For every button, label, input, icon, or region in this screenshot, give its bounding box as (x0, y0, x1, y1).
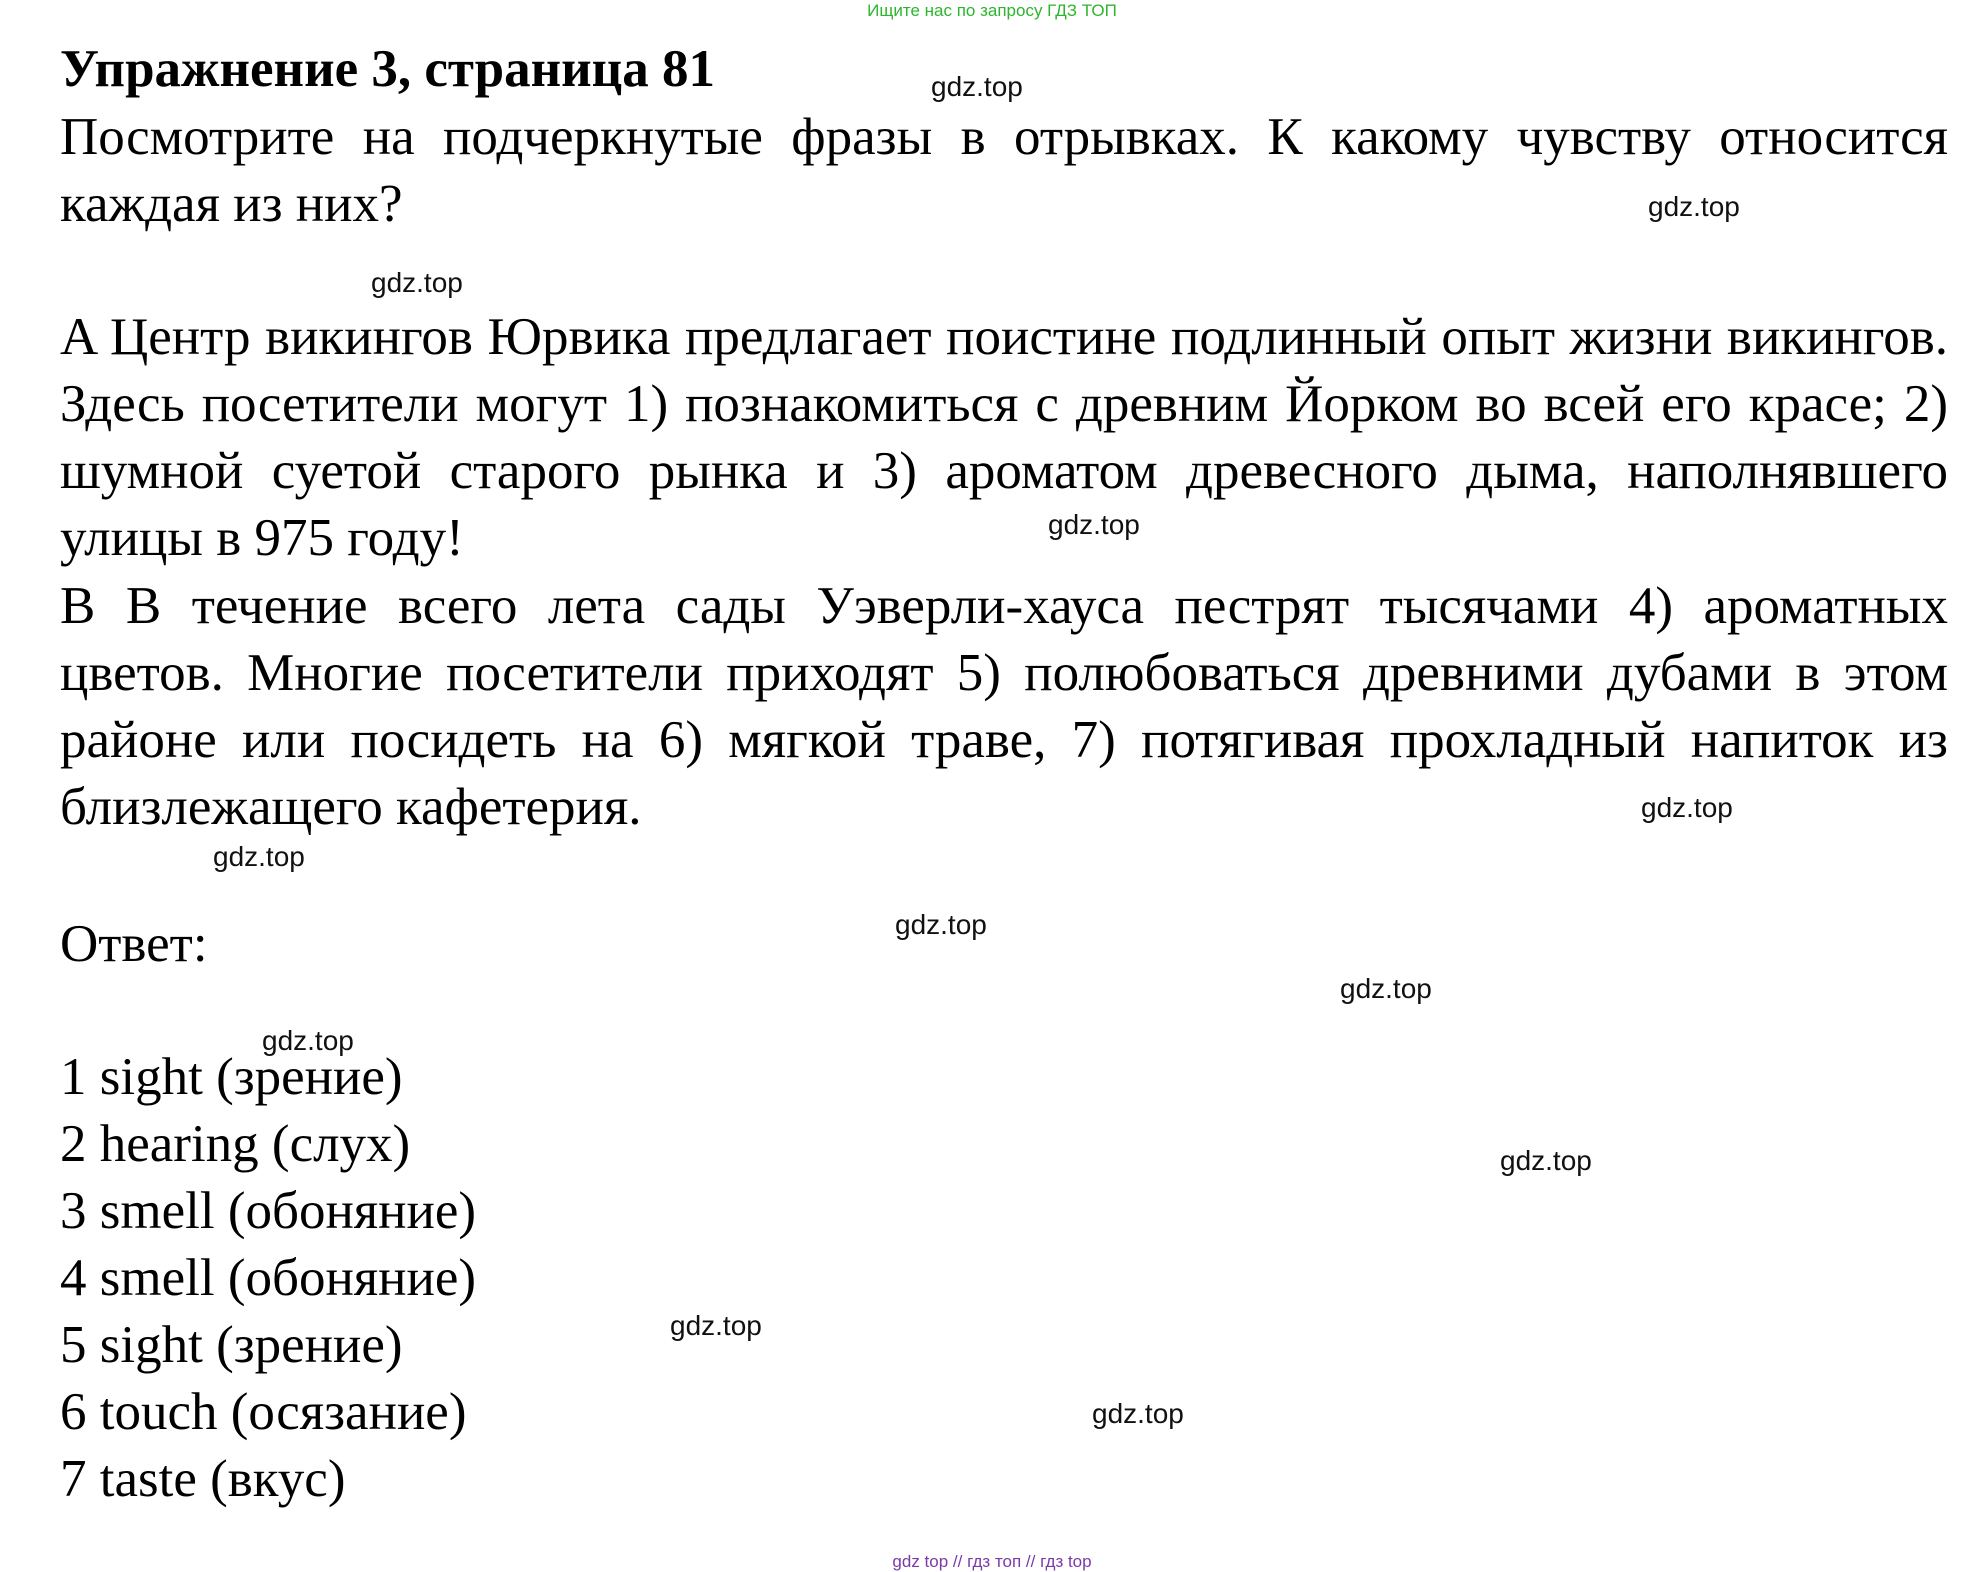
watermark: gdz.top (1648, 191, 1740, 222)
answer-label: Ответ: (60, 915, 208, 973)
answer-item: 5 sight (зрение) (60, 1316, 403, 1374)
passage-b: B В течение всего лета сады Уэверли-хауса пестрят тысячами 4) ароматных цветов. Многие посетители приходят 5) полюбоваться древними дубами в этом районе или посидеть на 6) мягкой траве, 7) потягивая прохладный напиток из близлежащего кафетерия. (60, 577, 1948, 836)
bottom-banner[interactable]: gdz top // гдз топ // гдз top (892, 1552, 1092, 1571)
answer-item: 7 taste (вкус) (60, 1450, 346, 1508)
answer-item: 1 sight (зрение) (60, 1048, 403, 1106)
watermark: gdz.top (670, 1310, 762, 1341)
watermark: gdz.top (1048, 509, 1140, 540)
watermark: gdz.top (1340, 973, 1432, 1004)
watermark: gdz.top (262, 1025, 354, 1056)
watermark: gdz.top (1500, 1145, 1592, 1176)
top-banner[interactable]: Ищите нас по запросу ГДЗ ТОП (867, 1, 1117, 20)
passage-a: A Центр викингов Юрвика предлагает поистине подлинный опыт жизни викингов. Здесь посетители могут 1) познакомиться с древним Йорком во всей его красе; 2) шумной суетой старого рынка и 3) ароматом древесного дыма, наполнявшего улицы в 975 году! (60, 308, 1948, 567)
watermark: gdz.top (895, 909, 987, 940)
watermark: gdz.top (213, 841, 305, 872)
watermark: gdz.top (371, 267, 463, 298)
watermark: gdz.top (931, 71, 1023, 102)
answer-list (60, 1044, 476, 1513)
answer-item: 2 hearing (слух) (60, 1115, 411, 1173)
watermark: gdz.top (1092, 1398, 1184, 1429)
answer-item: 6 touch (осязание) (60, 1383, 467, 1441)
exercise-title: Упражнение 3, страница 81 (60, 40, 715, 98)
answer-item: 4 smell (обоняние) (60, 1249, 477, 1307)
answer-item: 3 smell (обоняние) (60, 1182, 477, 1240)
watermark: gdz.top (1641, 792, 1733, 823)
instruction-text: Посмотрите на подчеркнутые фразы в отрывках. К какому чувству относится каждая из них? (60, 108, 1948, 233)
